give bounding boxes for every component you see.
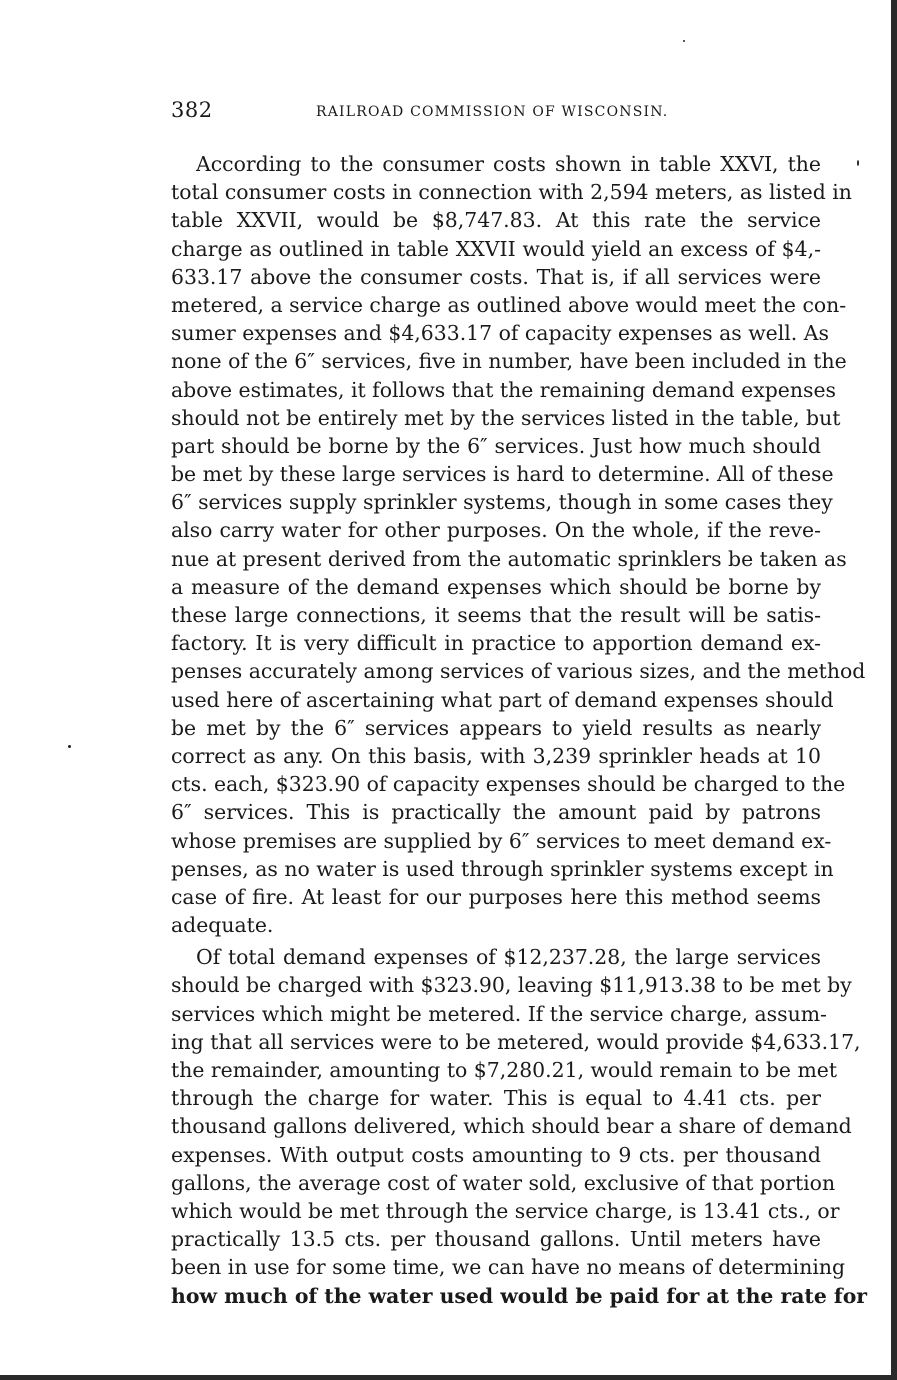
text-line: these large connections, it seems that the result will be satis- [171,603,821,627]
text-line: thousand gallons delivered, which should bear a share of demand [171,1114,852,1139]
text-line: how much of the water used would be paid for at the rate for [171,1283,868,1308]
text-line: penses, as no water is used through sprinkler systems except in [171,856,834,881]
text-line: services which might be metered. If the service charge, assum- [171,1001,827,1026]
text-line: table XXVII, would be $8,747.83. At this rate the service [171,208,821,233]
text-line: According to the consumer costs shown in table XXVI, the [196,152,821,176]
text-line: ing that all services were to be metered, would provide $4,633.17, [171,1029,861,1054]
scan-edge-right [891,0,897,1380]
paragraph-2 [171,943,868,1309]
text-line: total consumer costs in connection with 2,594 meters, as listed in [171,180,852,205]
scan-speck [857,160,859,166]
running-head: RAILROAD COMMISSION OF WISCONSIN. [316,104,669,120]
text-line: expenses. With output costs amounting to 9 cts. per thousand [171,1142,821,1167]
text-line: gallons, the average cost of water sold, exclusive of that portion [171,1170,836,1195]
text-line: nue at present derived from the automatic sprinklers be taken as [171,546,847,571]
scan-speck [683,40,685,42]
text-line: the remainder, amounting to $7,280.21, would remain to be met [171,1058,838,1082]
text-line: be met by these large services is hard to determine. All of these [171,462,834,487]
text-line: should be charged with $323.90, leaving $11,913.38 to be met by [171,973,852,998]
text-line: also carry water for other purposes. On the whole, if the reve- [171,518,821,543]
text-line: charge as outlined in table XXVII would yield an excess of $4,- [171,236,821,261]
scan-edge-bottom [0,1375,897,1380]
text-line: should not be entirely met by the services listed in the table, but [171,405,841,430]
text-line: none of the 6″ services, five in number, have been included in the [171,349,847,374]
text-line: practically 13.5 cts. per thousand gallons. Until meters have [171,1227,821,1252]
text-line: used here of ascertaining what part of demand expenses should [171,687,834,712]
text-line: metered, a service charge as outlined above would meet the con- [171,292,847,317]
text-line: 633.17 above the consumer costs. That is, if all services were [171,264,821,289]
scan-speck [68,745,71,748]
text-line: been in use for some time, we can have no means of determining [171,1255,846,1280]
text-line: 6″ services. This is practically the amount paid by patrons [171,800,821,825]
text-line: adequate. [171,913,274,938]
text-line: cts. each, $323.90 of capacity expenses should be charged to the [171,772,846,797]
text-line: whose premises are supplied by 6″ services to meet demand ex- [171,828,832,853]
text-line: which would be met through the service charge, is 13.41 cts., or [171,1198,840,1223]
text-line: be met by the 6″ services appears to yield results as nearly [171,715,821,740]
text-line: above estimates, it follows that the remaining demand expenses [171,377,836,402]
text-line: a measure of the demand expenses which should be borne by [171,574,821,599]
text-line: correct as any. On this basis, with 3,239 sprinkler heads at 10 [171,743,821,768]
text-line: through the charge for water. This is equal to 4.41 cts. per [171,1086,821,1111]
page-header [171,98,821,128]
text-line: factory. It is very difficult in practice to apportion demand ex- [171,631,821,656]
text-line: case of fire. At least for our purposes here this method seems [171,884,821,909]
text-line: part should be borne by the 6″ services. Just how much should [171,433,821,458]
text-line: sumer expenses and $4,633.17 of capacity expenses as well. As [171,321,829,346]
text-line: penses accurately among services of various sizes, and the method [171,659,866,684]
body-text [171,150,868,1310]
page-number: 382 [171,98,213,122]
text-line: Of total demand expenses of $12,237.28, the large services [196,945,821,970]
text-line: 6″ services supply sprinkler systems, though in some cases they [171,490,833,515]
paragraph-1 [171,150,866,939]
